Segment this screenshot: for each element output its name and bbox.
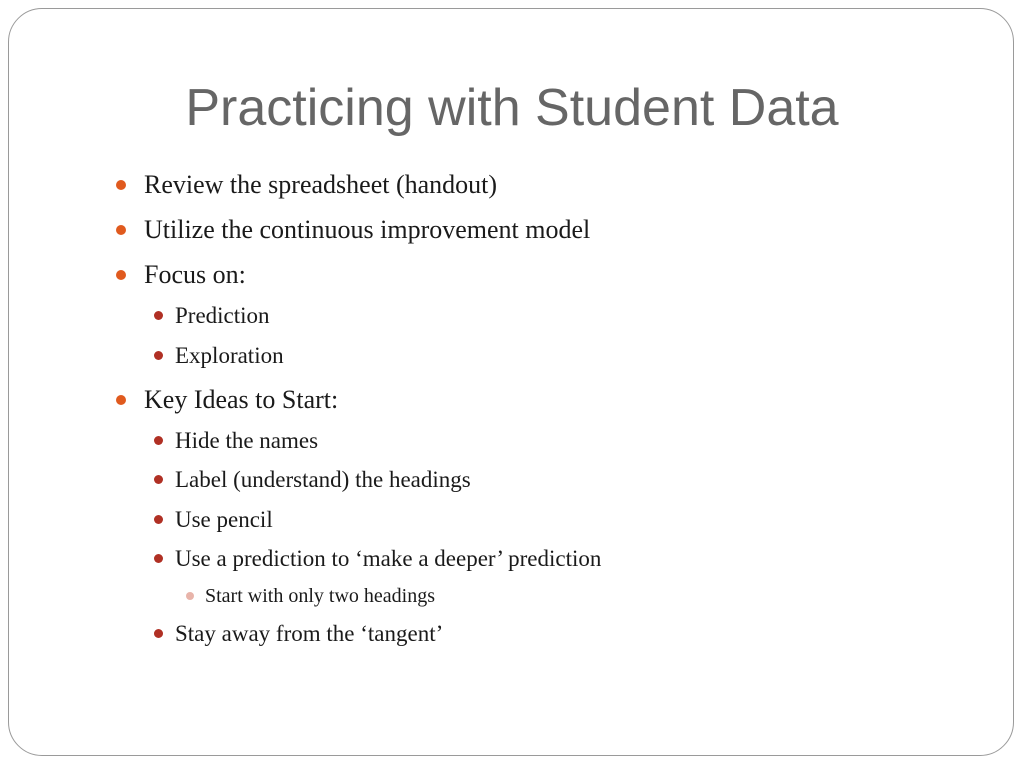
bullet-dot-icon	[154, 515, 163, 524]
bullet-text: Label (understand) the headings	[175, 467, 471, 492]
bullet-item	[175, 468, 471, 491]
bullet-item	[175, 508, 273, 531]
bullet-dot-icon	[116, 225, 126, 235]
bullet-text: Exploration	[175, 343, 284, 368]
bullet-item	[175, 429, 318, 452]
bullet-item	[175, 304, 270, 327]
bullet-item	[175, 344, 284, 367]
bullet-text: Utilize the continuous improvement model	[144, 215, 591, 244]
bullet-dot-icon	[154, 629, 163, 638]
bullet-item	[205, 586, 435, 606]
bullet-item	[144, 172, 497, 198]
bullet-dot-icon	[154, 311, 163, 320]
bullet-text: Use pencil	[175, 507, 273, 532]
bullet-dot-icon	[154, 351, 163, 360]
bullet-item	[175, 547, 601, 570]
bullet-dot-icon	[116, 395, 126, 405]
bullet-text: Stay away from the ‘tangent’	[175, 621, 444, 646]
slide-title: Practicing with Student Data	[185, 79, 839, 137]
bullet-text: Focus on:	[144, 260, 246, 289]
bullet-item	[175, 622, 443, 645]
bullet-text: Prediction	[175, 303, 270, 328]
bullet-text: Key Ideas to Start:	[144, 385, 339, 414]
bullet-dot-icon	[186, 592, 194, 600]
bullet-text: Review the spreadsheet (handout)	[144, 170, 498, 199]
bullet-item	[144, 262, 246, 288]
bullet-item	[144, 217, 590, 243]
bullet-text: Hide the names	[175, 428, 319, 453]
bullet-item	[144, 387, 338, 413]
bullet-dot-icon	[116, 180, 126, 190]
bullet-text: Start with only two headings	[205, 585, 435, 607]
bullet-dot-icon	[154, 436, 163, 445]
bullet-dot-icon	[116, 270, 126, 280]
bullet-text: Use a prediction to ‘make a deeper’ prediction	[175, 546, 602, 571]
bullet-dot-icon	[154, 475, 163, 484]
bullet-dot-icon	[154, 554, 163, 563]
